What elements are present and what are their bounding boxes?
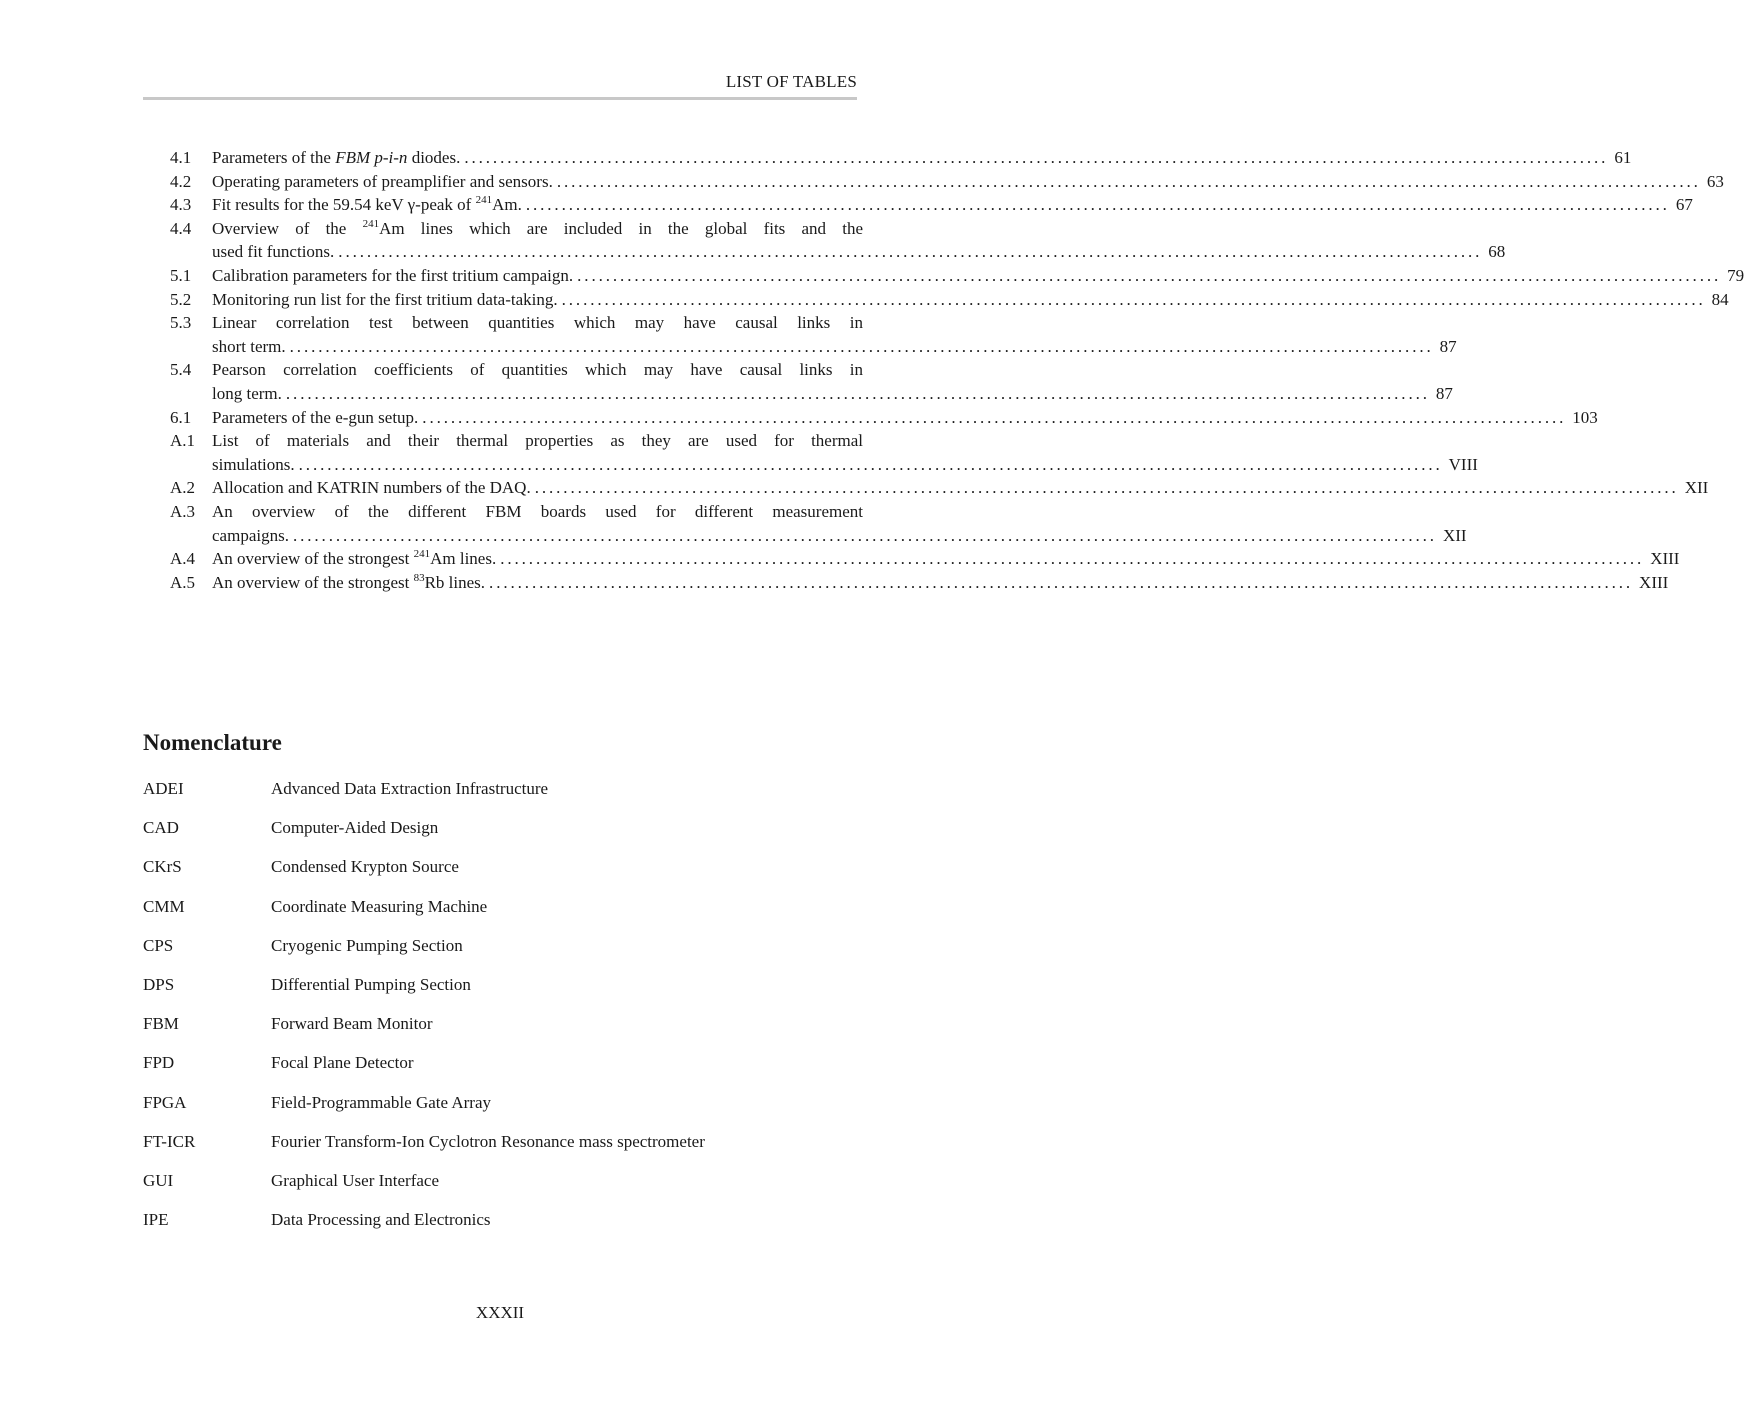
dot-leader: ................................................................................................................................................................ xyxy=(500,549,1645,569)
dot-leader: ................................................................................................................................................................ xyxy=(489,572,1634,592)
entry-page[interactable]: 61 xyxy=(1614,148,1632,167)
entry-page[interactable]: XII xyxy=(1684,478,1709,498)
table-entry-4-1[interactable] xyxy=(170,146,1632,170)
dot-leader: ................................................................................................................................................................ xyxy=(285,383,1430,403)
page-number: XXXII xyxy=(475,1303,525,1322)
entry-title: Monitoring run list for the first tritium data-taking. xyxy=(212,289,558,309)
entry-title: An overview of the strongest $^{241}$Am lines. xyxy=(212,548,497,569)
nomenclature-row xyxy=(143,1051,857,1090)
entry-title: Allocation and KATRIN numbers of the DAQ. xyxy=(212,478,531,498)
nomenclature-row xyxy=(143,1169,857,1208)
entry-page[interactable]: 68 xyxy=(1488,242,1506,262)
entry-page[interactable]: 84 xyxy=(1711,289,1729,309)
entry-number: A.2 xyxy=(170,478,196,498)
definition: Fourier Transform-Ion Cyclotron Resonance mass spectrometer xyxy=(271,1131,705,1151)
definition: Advanced Data Extraction Infrastructure xyxy=(271,779,549,798)
entry-page[interactable]: XIII xyxy=(1650,549,1680,569)
table-entry-4-2[interactable] xyxy=(170,170,1724,194)
nomenclature-row xyxy=(143,895,857,934)
table-entry-6-1[interactable] xyxy=(170,406,1598,430)
entry-page[interactable]: 87 xyxy=(1435,383,1453,403)
list-of-tables xyxy=(170,146,1745,594)
entry-title: Parameters of the FBM p-i-n diodes. xyxy=(212,148,461,167)
abbreviation: ADEI xyxy=(143,779,184,798)
nomenclature-row xyxy=(143,855,857,894)
nomenclature-row xyxy=(143,973,857,1012)
dot-leader: ................................................................................................................................................................ xyxy=(298,454,1443,474)
table-entry-a-3[interactable] xyxy=(170,500,1467,547)
entry-title-continued: short term. xyxy=(212,336,286,356)
nomenclature-row xyxy=(143,816,857,855)
definition: Graphical User Interface xyxy=(271,1170,440,1190)
entry-number: A.4 xyxy=(170,549,196,569)
dot-leader: ................................................................................................................................................................ xyxy=(464,148,1609,167)
entry-title: Linear correlation test between quantities which may have causal links in xyxy=(212,313,863,333)
abbreviation: DPS xyxy=(143,974,175,994)
nomenclature-row xyxy=(143,1091,857,1130)
definition: Forward Beam Monitor xyxy=(271,1014,433,1034)
dot-leader: ................................................................................................................................................................ xyxy=(289,336,1434,356)
entry-number: 4.2 xyxy=(170,171,192,191)
entry-title: Calibration parameters for the first tritium campaign. xyxy=(212,265,574,285)
entry-number: 5.4 xyxy=(170,360,192,380)
nomenclature-row xyxy=(143,1012,857,1051)
definition: Differential Pumping Section xyxy=(271,974,471,994)
definition: Field-Programmable Gate Array xyxy=(271,1092,491,1112)
entry-title: Parameters of the e-gun setup. xyxy=(212,407,419,427)
entry-page[interactable]: 87 xyxy=(1439,336,1457,356)
dot-leader: ................................................................................................................................................................ xyxy=(422,407,1567,427)
entry-number: 4.1 xyxy=(170,148,192,167)
entry-title-continued: simulations. xyxy=(212,454,295,474)
definition: Computer-Aided Design xyxy=(271,818,439,838)
entry-number: 5.2 xyxy=(170,289,192,309)
header-rule xyxy=(143,97,857,100)
entry-page[interactable]: 103 xyxy=(1572,407,1598,427)
dot-leader: ................................................................................................................................................................ xyxy=(534,478,1679,498)
dot-leader: ................................................................................................................................................................ xyxy=(577,265,1722,285)
table-entry-5-2[interactable] xyxy=(170,288,1729,312)
entry-number: A.3 xyxy=(170,501,196,521)
entry-title: Fit results for the 59.54 keV γ-peak of $^{241}$Am. xyxy=(212,194,522,215)
definition: Coordinate Measuring Machine xyxy=(271,896,488,916)
entry-page[interactable]: 67 xyxy=(1675,195,1693,215)
entry-title: An overview of the strongest $^{83}$Rb lines. xyxy=(212,571,486,592)
entry-page[interactable]: 63 xyxy=(1706,171,1724,191)
abbreviation: CMM xyxy=(143,896,185,916)
abbreviation: FPD xyxy=(143,1053,175,1073)
abbreviation: FPGA xyxy=(143,1092,187,1112)
table-entry-a-4[interactable] xyxy=(170,547,1680,571)
entry-page[interactable]: XIII xyxy=(1639,572,1669,592)
entry-title: Overview of the $^{241}$Am lines which are included in the global fits and the xyxy=(212,217,863,238)
dot-leader: ................................................................................................................................................................ xyxy=(292,525,1437,545)
entry-number: A.1 xyxy=(170,431,196,451)
table-entry-5-1[interactable] xyxy=(170,264,1745,288)
table-entry-4-4[interactable] xyxy=(170,217,1506,264)
entry-number: 5.1 xyxy=(170,265,192,285)
table-entry-5-3[interactable] xyxy=(170,311,1457,358)
entry-number: 4.4 xyxy=(170,218,192,238)
entry-title: List of materials and their thermal properties as they are used for thermal xyxy=(212,431,863,451)
entry-title-continued: campaigns. xyxy=(212,525,289,545)
entry-title: Operating parameters of preamplifier and sensors. xyxy=(212,171,553,191)
nomenclature-row xyxy=(143,777,857,816)
entry-title-continued: long term. xyxy=(212,383,282,403)
entry-title-continued: used fit functions. xyxy=(212,242,335,262)
nomenclature-heading: Nomenclature xyxy=(143,730,282,755)
abbreviation: FBM xyxy=(143,1014,179,1034)
dot-leader: ................................................................................................................................................................ xyxy=(525,195,1670,215)
table-entry-a-1[interactable] xyxy=(170,429,1478,476)
nomenclature-list xyxy=(143,777,857,1247)
nomenclature-row xyxy=(143,1208,857,1247)
table-entry-a-2[interactable] xyxy=(170,476,1709,500)
nomenclature-row xyxy=(143,1130,857,1169)
table-entry-a-5[interactable] xyxy=(170,571,1669,595)
abbreviation: IPE xyxy=(143,1210,169,1230)
entry-number: 6.1 xyxy=(170,407,192,427)
nomenclature-row xyxy=(143,934,857,973)
definition: Focal Plane Detector xyxy=(271,1053,414,1073)
abbreviation: CPS xyxy=(143,935,174,955)
entry-title: An overview of the different FBM boards used for different measurement xyxy=(212,501,863,521)
running-header: LIST OF TABLES xyxy=(725,72,857,91)
entry-title: Pearson correlation coefficients of quantities which may have causal links in xyxy=(212,360,863,380)
abbreviation: GUI xyxy=(143,1170,174,1190)
table-entry-5-4[interactable] xyxy=(170,358,1453,405)
definition: Cryogenic Pumping Section xyxy=(271,935,463,955)
definition: Data Processing and Electronics xyxy=(271,1210,491,1230)
definition: Condensed Krypton Source xyxy=(271,857,459,877)
entry-page[interactable]: XII xyxy=(1442,525,1467,545)
abbreviation: FT-ICR xyxy=(143,1131,196,1151)
abbreviation: CAD xyxy=(143,818,179,838)
abbreviation: CKrS xyxy=(143,857,182,877)
dot-leader: ................................................................................................................................................................ xyxy=(338,242,1483,262)
entry-number: 4.3 xyxy=(170,195,192,215)
entry-page[interactable]: 79 xyxy=(1727,265,1745,285)
entry-number: 5.3 xyxy=(170,313,192,333)
entry-page[interactable]: VIII xyxy=(1448,454,1478,474)
entry-number: A.5 xyxy=(170,572,196,592)
table-entry-4-3[interactable] xyxy=(170,193,1693,217)
dot-leader: ................................................................................................................................................................ xyxy=(556,171,1701,191)
dot-leader: ................................................................................................................................................................ xyxy=(561,289,1706,309)
